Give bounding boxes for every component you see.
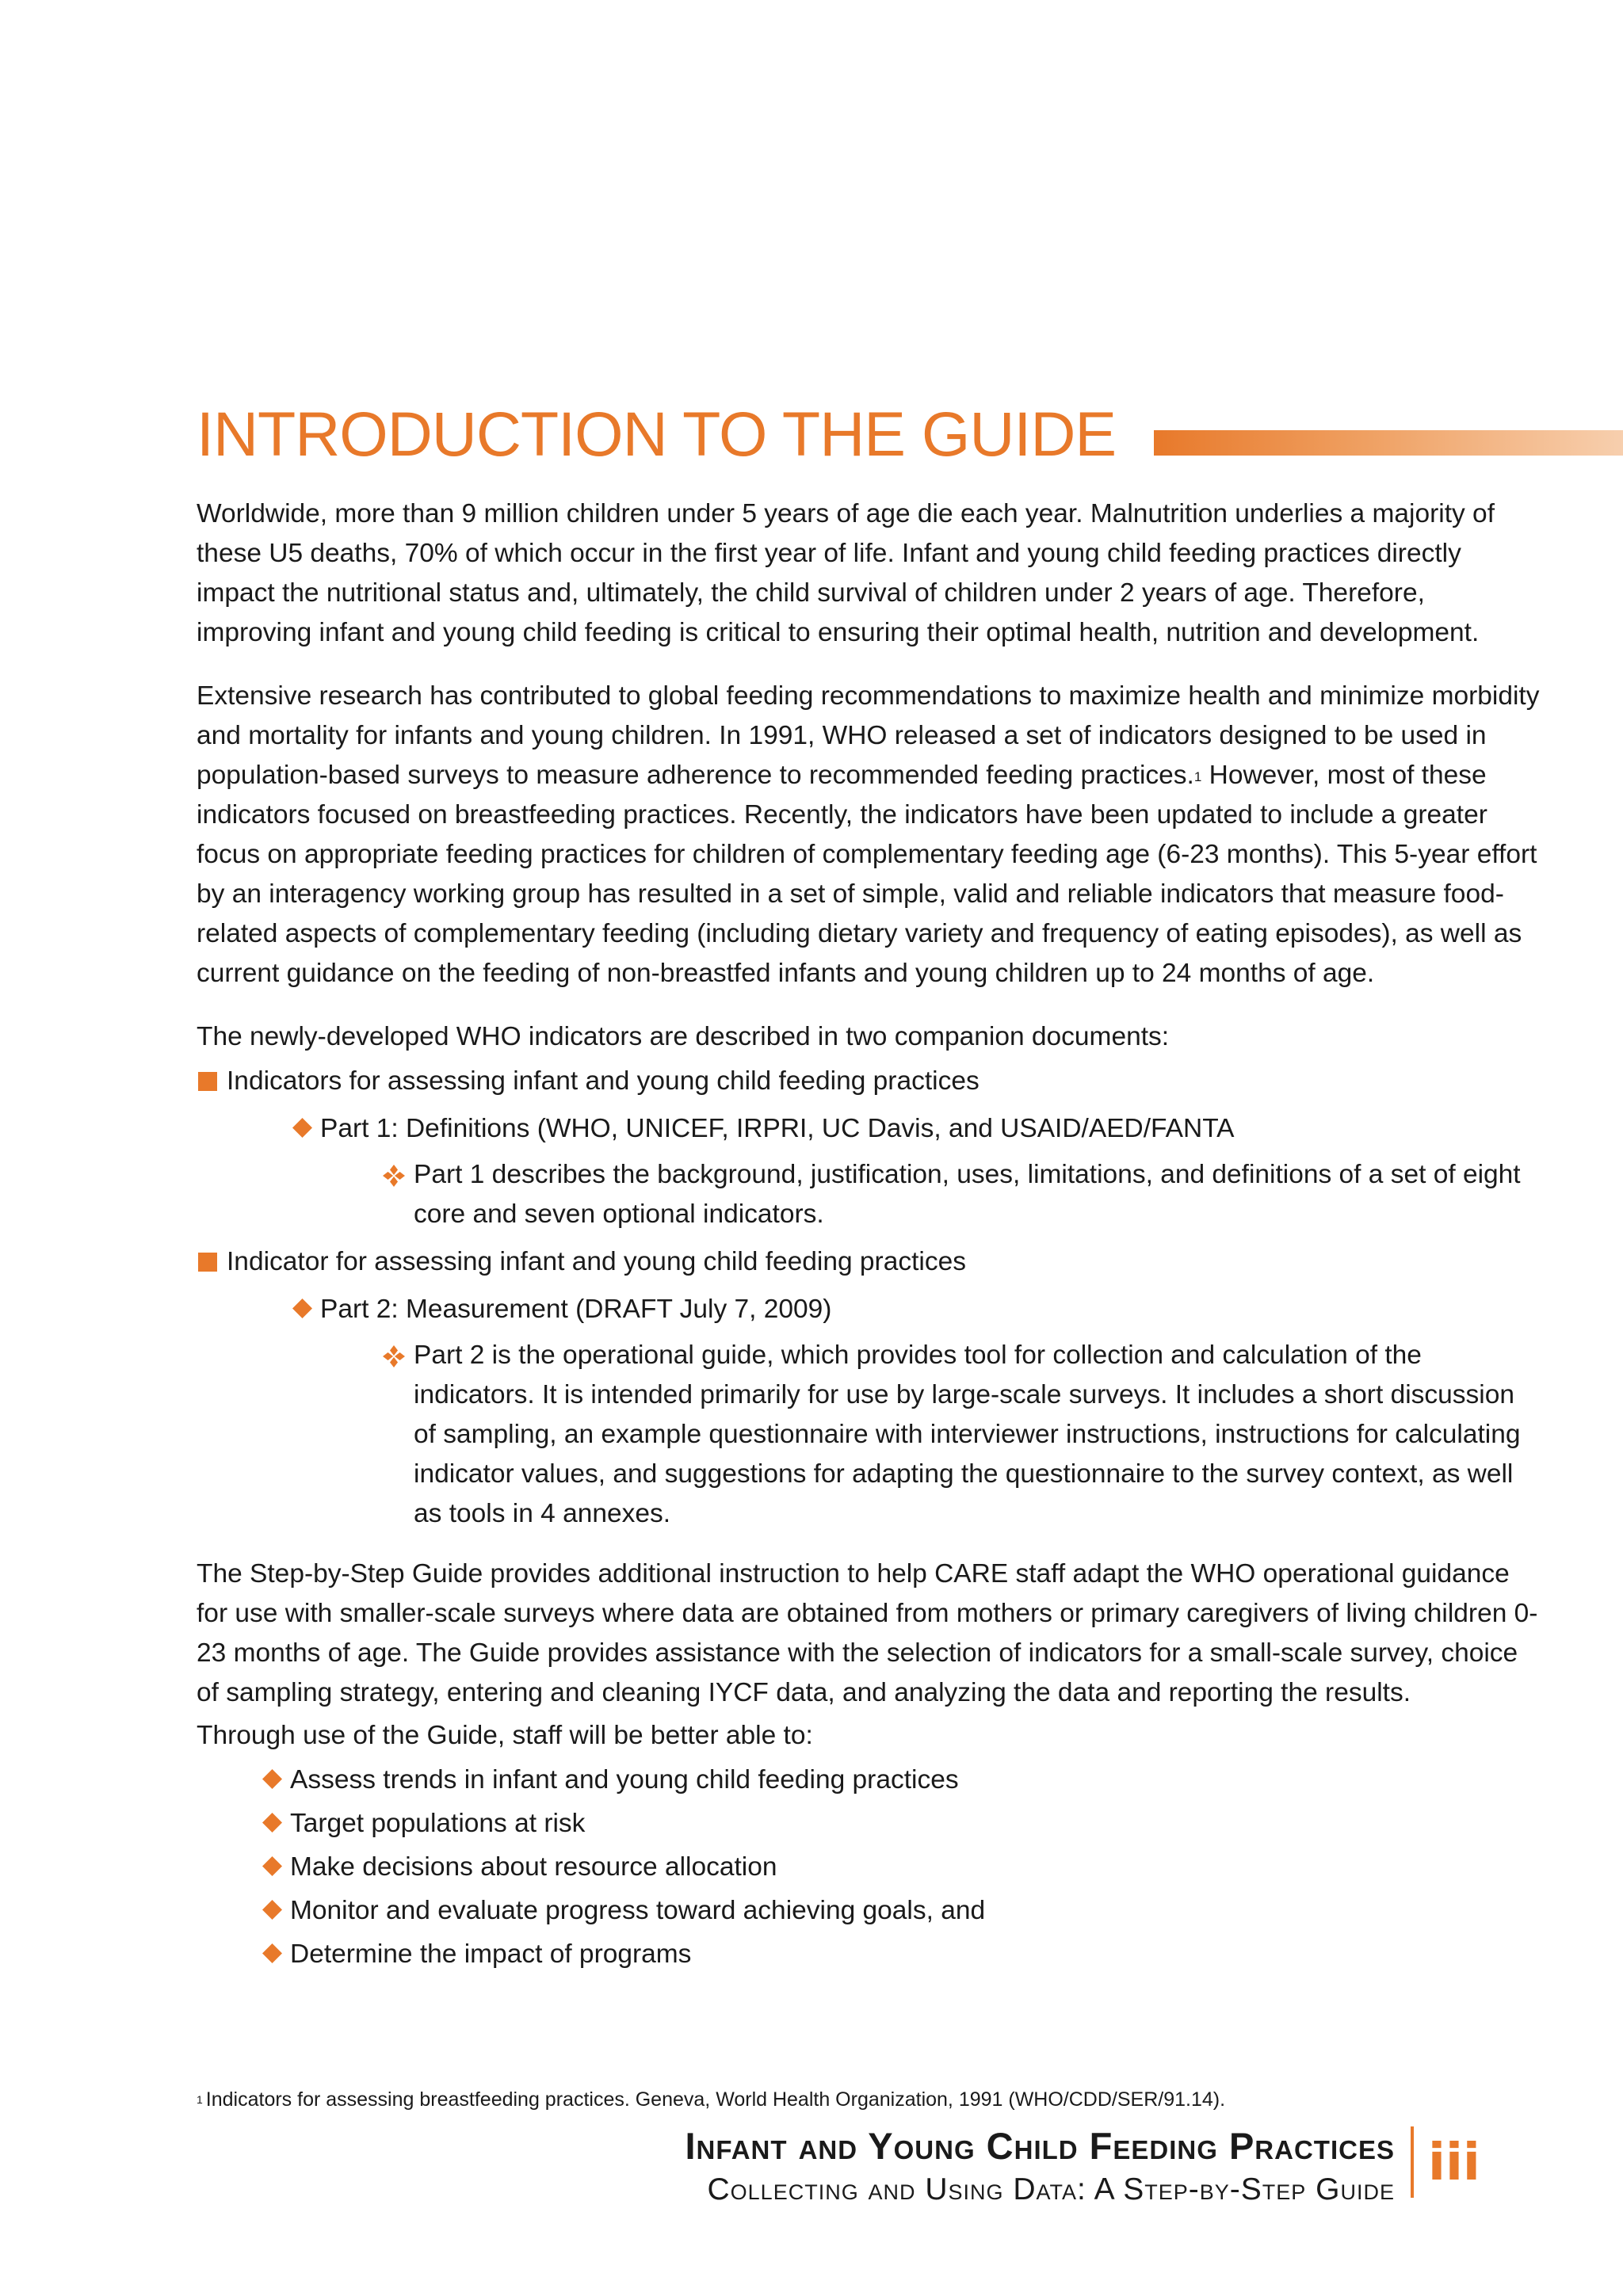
title-row [197,395,1623,474]
list-item [258,1848,1544,1887]
benefit-text: Monitor and evaluate progress toward achieving goals, and [290,1896,986,1925]
footnote [197,2085,1544,2114]
footnote-text: Indicators for assessing breastfeeding practices. Geneva, World Health Organization, 1991 (WHO/CDD/SER/91.14). [205,2088,1226,2111]
list-item [382,1155,1544,1234]
square-bullet-icon [198,1072,217,1091]
list-item [197,1062,1544,1234]
footer-subtitle: Collecting and Using Data: A Step-by-Step Guide [707,2172,1395,2206]
body-text [197,494,1544,1978]
benefit-text: Target populations at risk [290,1809,586,1838]
footnote-number: 1 [197,2093,203,2106]
title-gradient-bar [1154,430,1623,456]
paragraph-benefits-intro: Through use of the Guide, staff will be better able to: [197,1721,813,1750]
benefit-text: Assess trends in infant and young child feeding practices [290,1765,959,1794]
diamond-bullet-icon [262,1812,283,1833]
page-title: INTRODUCTION TO THE GUIDE [197,399,1117,469]
paragraph-research-part-b: However, most of these indicators focused on breastfeeding practices. Recently, the indicators have been updated to include a greater focus on appropriate feeding practices for children of complementary feeding age (6-23 months). This 5-year effort by an interagency working group has resulted in a set of simple, valid and reliable indicators that measure food-related aspects of complementary feeding (including dietary variety and frequency of eating episodes), as well as current guidance on the feeding of non-breastfed infants and young children up to 24 months of age. [197,761,1537,988]
paragraph-step-by-step: The Step-by-Step Guide provides additional instruction to help CARE staff adapt the WHO operational guidance for use with smaller-scale surveys where data are obtained from mothers or primary caregivers of living children 0-23 months of age. The Guide provides assistance with the selection of indicators for a small-scale survey, choice of sampling strategy, entering and cleaning IYCF data, and analyzing the data and reporting the results. [197,1559,1538,1707]
paragraph-intro: Worldwide, more than 9 million children under 5 years of age die each year. Malnutrition underlies a majority of these U5 deaths, 70% of which occur in the first year of life. Infant and young child feeding practices directly impact the nutritional status and, ultimately, the child survival of children under 2 years of age. Therefore, improving infant and young child feeding is critical to ensuring their optimal health, nutrition and development. [197,499,1495,647]
list-item [288,1109,1544,1234]
document-part: Part 1: Definitions (WHO, UNICEF, IRPRI, UC Davis, and USAID/AED/FANTA [320,1114,1235,1143]
diamond-bullet-icon [262,1899,283,1920]
list-item [288,1290,1544,1534]
page-number: iii [1428,2134,1480,2192]
list-item [197,1242,1544,1534]
document-part: Part 2: Measurement (DRAFT July 7, 2009) [320,1295,832,1324]
diamond-bullet-icon [292,1117,313,1138]
list-item [258,1935,1544,1974]
square-bullet-icon [198,1253,217,1272]
paragraph-research [197,677,1544,994]
list-item [258,1804,1544,1844]
companion-documents-list [197,1062,1544,1534]
document-parts-list [227,1109,1544,1234]
paragraph-research-part-a: Extensive research has contributed to global feeding recommendations to maximize health and minimize morbidity and mortality for infants and young children. In 1991, WHO released a set of indicators designed to be used in population-based surveys to measure adherence to recommended feeding practices. [197,681,1540,790]
paragraph-companion-intro: The newly-developed WHO indicators are described in two companion documents: [197,1022,1170,1051]
document-detail: Part 2 is the operational guide, which provides tool for collection and calculation of the indicators. It is intended primarily for use by large-scale surveys. It includes a short discussion of sampling, an example questionnaire with interviewer instructions, instructions for calculating indicator values, and suggestions for adapting the questionnaire to the survey context, as well as tools in 4 annexes. [414,1341,1521,1528]
four-diamond-bullet-icon [382,1344,406,1368]
document-details-list [320,1336,1544,1534]
document-detail: Part 1 describes the background, justification, uses, limitations, and definitions of a set of eight core and seven optional indicators. [414,1160,1521,1229]
benefits-list [197,1760,1544,1974]
benefit-text: Determine the impact of programs [290,1939,692,1969]
document-label: Indicators for assessing infant and young child feeding practices [227,1066,980,1096]
document-label: Indicator for assessing infant and young child feeding practices [227,1247,966,1276]
document-parts-list [227,1290,1544,1534]
diamond-bullet-icon [262,1768,283,1790]
footer-divider [1411,2126,1414,2198]
list-item [382,1336,1544,1534]
footer-title: Infant and Young Child Feeding Practices [685,2125,1395,2167]
diamond-bullet-icon [262,1855,283,1877]
running-footer [555,2123,1395,2210]
diamond-bullet-icon [292,1298,313,1319]
footnote-reference: 1 [1193,769,1202,784]
list-item [258,1760,1544,1800]
list-item [258,1891,1544,1931]
four-diamond-bullet-icon [382,1164,406,1188]
benefit-text: Make decisions about resource allocation [290,1852,777,1882]
diamond-bullet-icon [262,1943,283,1964]
document-details-list [320,1155,1544,1234]
